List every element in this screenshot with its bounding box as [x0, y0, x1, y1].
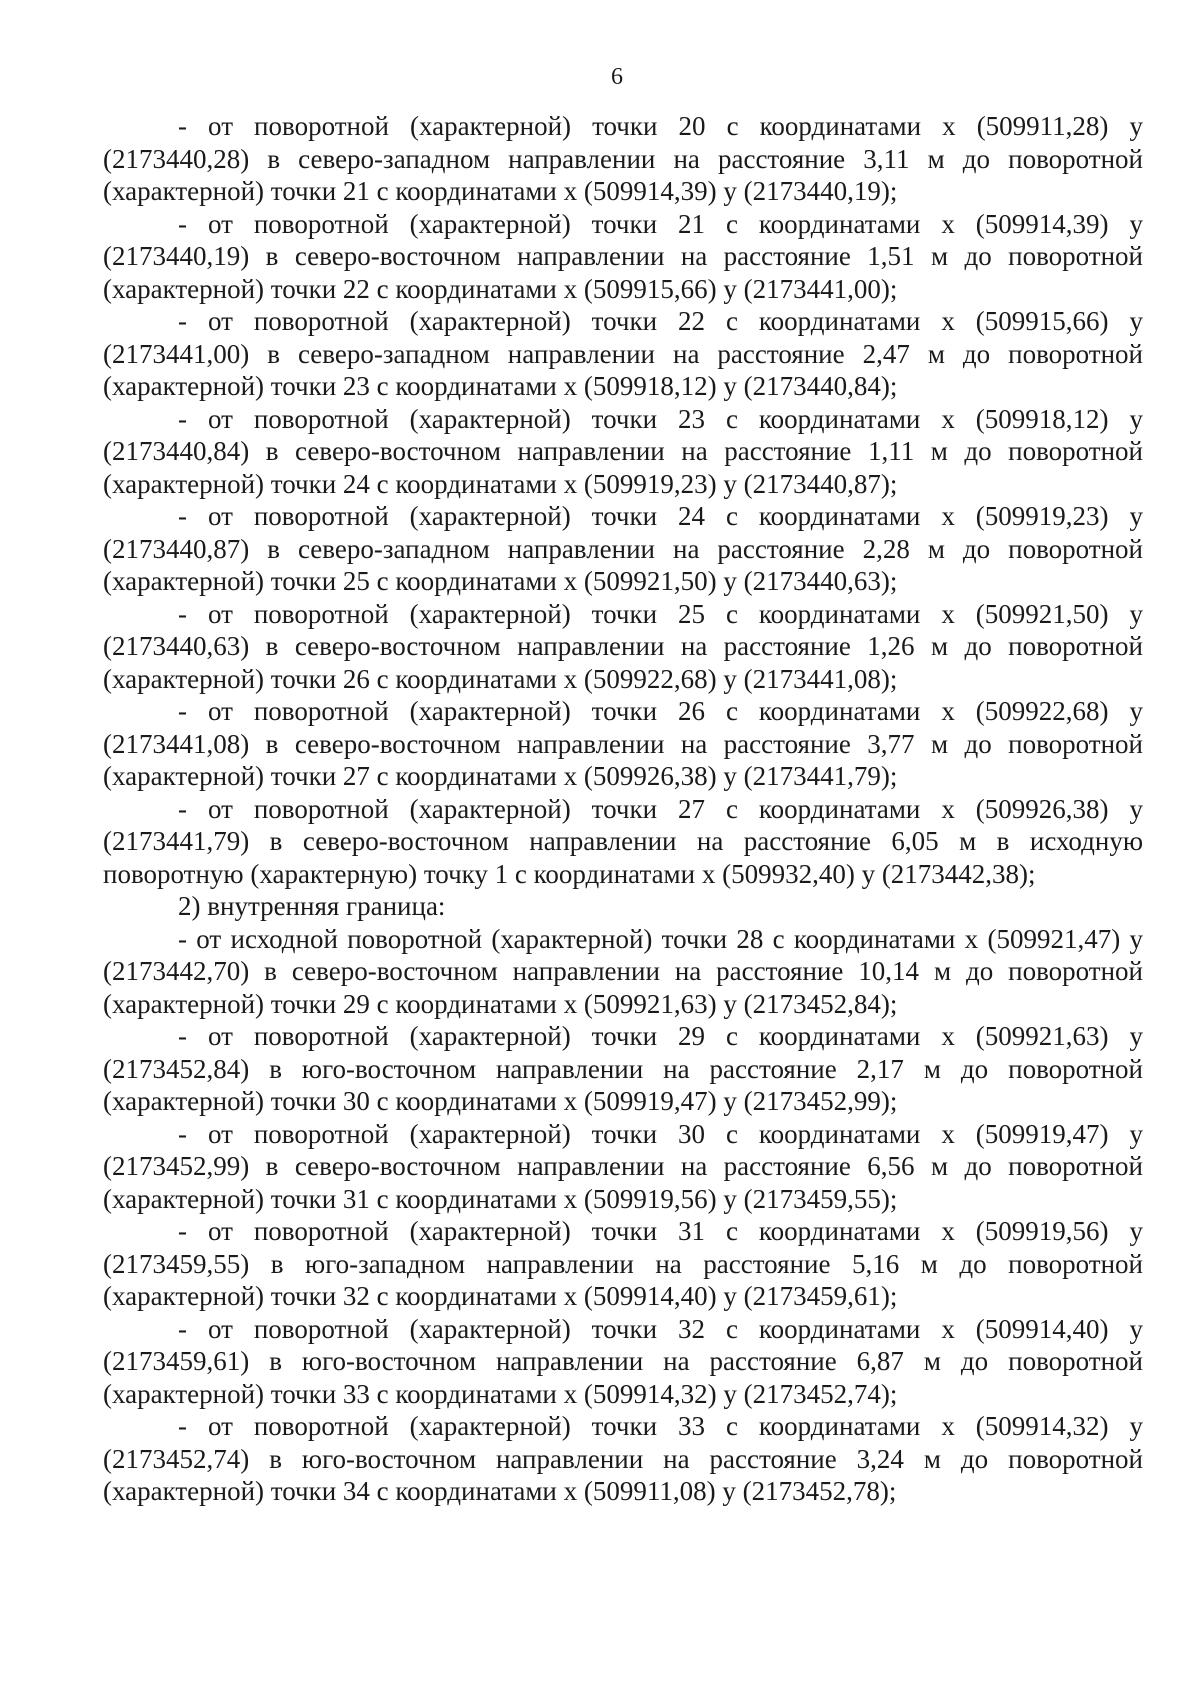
paragraph-point-28: - от исходной поворотной (характерной) точки 28 с координатами x (509921,47) y (2173442,70) в северо-восточном направлении на расстояние 10,14 м до поворотной (характерной) точки 29 с координатами x (509921,63) y (2173452,84);	[103, 923, 1143, 1019]
paragraph-point-25: - от поворотной (характерной) точки 25 с координатами x (509921,50) y (2173440,63) в северо-восточном направлении на расстояние 1,26 м до поворотной (характерной) точки 26 с координатами x (509922,68) y (2173441,08);	[103, 598, 1143, 694]
page-number: 6	[611, 64, 623, 90]
paragraph-point-26: - от поворотной (характерной) точки 26 с координатами x (509922,68) y (2173441,08) в северо-восточном направлении на расстояние 3,77 м до поворотной (характерной) точки 27 с координатами x (509926,38) y (2173441,79);	[103, 696, 1143, 791]
paragraph-point-30: - от поворотной (характерной) точки 30 с координатами x (509919,47) y (2173452,99) в северо-восточном направлении на расстояние 6,56 м до поворотной (характерной) точки 31 с координатами x (509919,56) y (2173459,55);	[103, 1118, 1143, 1214]
paragraph-point-22: - от поворотной (характерной) точки 22 с координатами x (509915,66) y (2173441,00) в северо-западном направлении на расстояние 2,47 м до поворотной (характерной) точки 23 с координатами x (509918,12) y (2173440,84);	[103, 306, 1143, 401]
paragraph-point-21: - от поворотной (характерной) точки 21 с координатами x (509914,39) y (2173440,19) в северо-восточном направлении на расстояние 1,51 м до поворотной (характерной) точки 22 с координатами x (509915,66) y (2173441,00);	[103, 208, 1143, 304]
paragraph-point-20: - от поворотной (характерной) точки 20 с координатами x (509911,28) y (2173440,28) в северо-западном направлении на расстояние 3,11 м до поворотной (характерной) точки 21 с координатами x (509914,39) y (2173440,19);	[103, 111, 1143, 206]
paragraph-point-33: - от поворотной (характерной) точки 33 с координатами x (509914,32) y (2173452,74) в юго-восточном направлении на расстояние 3,24 м до поворотной (характерной) точки 34 с координатами x (509911,08) y (2173452,78);	[103, 1411, 1143, 1506]
document-body	[103, 110, 1143, 1508]
paragraph-point-27: - от поворотной (характерной) точки 27 с координатами x (509926,38) y (2173441,79) в северо-восточном направлении на расстояние 6,05 м в исходную поворотную (характерную) точку 1 с координатами x (509932,40) y (2173442,38);	[103, 793, 1143, 889]
section-heading-inner-boundary: 2) внутренняя граница:	[178, 891, 446, 921]
paragraph-point-24: - от поворотной (характерной) точки 24 с координатами x (509919,23) y (2173440,87) в северо-западном направлении на расстояние 2,28 м до поворотной (характерной) точки 25 с координатами x (509921,50) y (2173440,63);	[103, 501, 1143, 596]
paragraph-point-32: - от поворотной (характерной) точки 32 с координатами x (509914,40) y (2173459,61) в юго-восточном направлении на расстояние 6,87 м до поворотной (характерной) точки 33 с координатами x (509914,32) y (2173452,74);	[103, 1313, 1143, 1409]
paragraph-point-31: - от поворотной (характерной) точки 31 с координатами x (509919,56) y (2173459,55) в юго-западном направлении на расстояние 5,16 м до поворотной (характерной) точки 32 с координатами x (509914,40) y (2173459,61);	[103, 1216, 1143, 1311]
paragraph-point-29: - от поворотной (характерной) точки 29 с координатами x (509921,63) y (2173452,84) в юго-восточном направлении на расстояние 2,17 м до поворотной (характерной) точки 30 с координатами x (509919,47) y (2173452,99);	[103, 1021, 1143, 1116]
paragraph-point-23: - от поворотной (характерной) точки 23 с координатами x (509918,12) y (2173440,84) в северо-восточном направлении на расстояние 1,11 м до поворотной (характерной) точки 24 с координатами x (509919,23) y (2173440,87);	[103, 403, 1143, 499]
